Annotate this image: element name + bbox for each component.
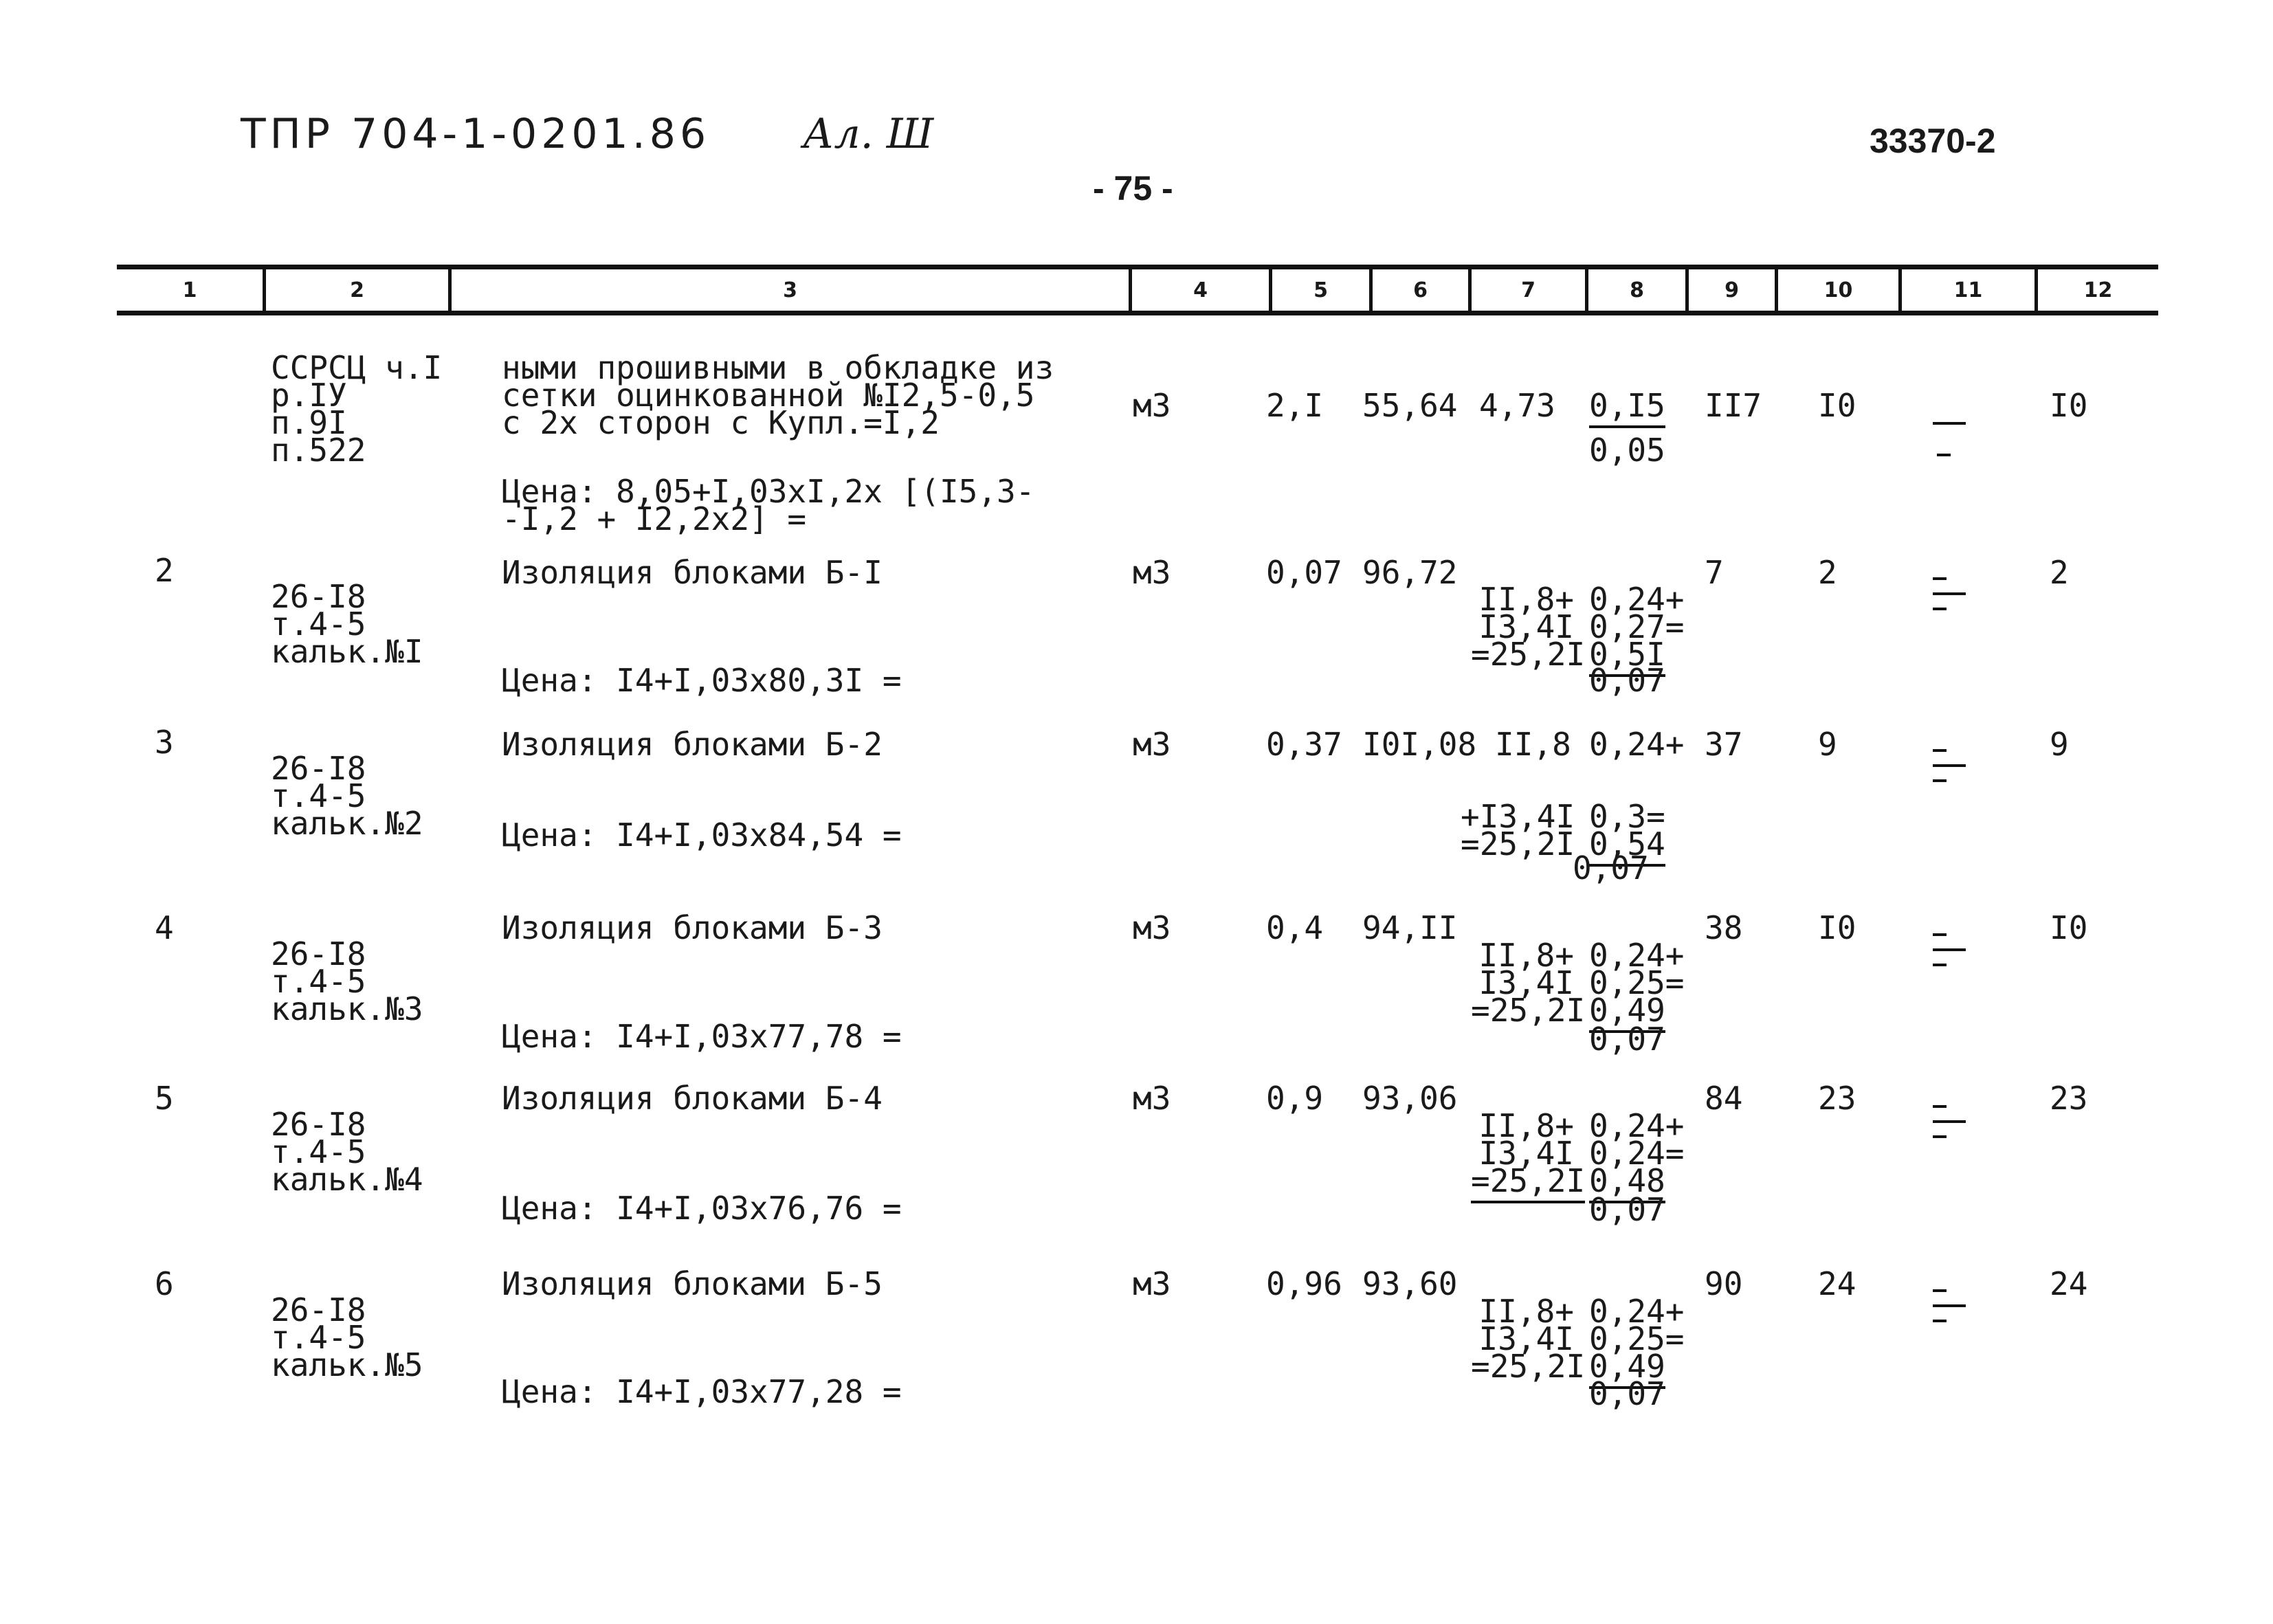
row-1-col10: I0 — [1818, 387, 1856, 424]
row-2-number: 2 — [155, 552, 174, 589]
row-3-col11-dash — [1933, 749, 1947, 752]
row-3-col6: I0I,08 — [1362, 726, 1477, 763]
row-3-col10: 9 — [1818, 726, 1837, 763]
row-4-col11-dash — [1933, 964, 1947, 966]
row-6-number: 6 — [155, 1265, 174, 1302]
row-5-col12: 23 — [2050, 1080, 2088, 1117]
row-2-col11-dash — [1933, 577, 1947, 580]
row-5-col9: 84 — [1705, 1080, 1743, 1117]
row-1-col9: II7 — [1705, 387, 1762, 424]
sheet-label: Ал. Ш — [803, 110, 934, 158]
row-3-col12: 9 — [2050, 726, 2069, 763]
row-2-col8-bottom: 0,07 — [1589, 662, 1665, 699]
row-6-col8: 0,24+ 0,25= 0,49 — [1589, 1270, 1684, 1380]
column-header-11: 11 — [1953, 278, 1983, 302]
row-3-price: Цена: I4+I,03х84,54 = — [502, 816, 902, 854]
row-3-col11-dash — [1933, 779, 1947, 782]
row-1-col12: I0 — [2050, 387, 2088, 424]
row-2-unit: м3 — [1133, 554, 1171, 591]
column-header-8: 8 — [1630, 278, 1644, 302]
row-4-col6: 94,II — [1362, 909, 1458, 946]
column-header-1: 1 — [182, 278, 197, 302]
page-number: - 75 - — [1093, 169, 1173, 208]
column-header-5: 5 — [1313, 278, 1328, 302]
row-2-col11-dash — [1933, 608, 1947, 610]
row-4-col12: I0 — [2050, 909, 2088, 946]
column-header-7: 7 — [1521, 278, 1535, 302]
row-6-col9: 90 — [1705, 1265, 1743, 1302]
column-header-3: 3 — [783, 278, 797, 302]
row-4-number: 4 — [155, 909, 174, 946]
row-5-col8: 0,24+ 0,24= 0,48 — [1589, 1084, 1684, 1194]
row-3-quantity: 0,37 — [1266, 726, 1342, 763]
row-5-price: Цена: I4+I,03х76,76 = — [502, 1190, 902, 1227]
row-1-description: ными прошивными в обкладке из сетки оцинкованной №I2,5-0,5 с 2х сторон с Купл.=I,2 — [502, 349, 1054, 441]
row-6-ref: 26-I8 т.4-5 кальк.№5 — [271, 1291, 423, 1383]
row-6-col11-dash — [1933, 1320, 1947, 1322]
row-6-col11-dash — [1933, 1304, 1966, 1307]
row-4-price: Цена: I4+I,03х77,78 = — [502, 1018, 902, 1055]
row-3-unit: м3 — [1133, 726, 1171, 763]
row-2-col10: 2 — [1818, 554, 1837, 591]
row-1-price: Цена: 8,05+I,03хI,2х [(I5,3- -I,2 + I2,2х2] = — [502, 473, 1035, 537]
row-4-col8-bottom: 0,07 — [1589, 1021, 1665, 1058]
table-top-rule — [117, 265, 2158, 269]
row-3-col7-top: II,8 — [1495, 726, 1571, 763]
row-2-col7: II,8+ I3,4I =25,2I — [1471, 581, 1586, 673]
row-5-col10: 23 — [1818, 1080, 1856, 1117]
row-3-ref: 26-I8 т.4-5 кальк.№2 — [271, 750, 423, 842]
row-6-quantity: 0,96 — [1266, 1265, 1342, 1302]
row-6-price: Цена: I4+I,03х77,28 = — [502, 1373, 902, 1410]
row-5-quantity: 0,9 — [1266, 1080, 1324, 1117]
row-3-number: 3 — [155, 724, 174, 761]
column-header-6: 6 — [1413, 278, 1428, 302]
row-2-quantity: 0,07 — [1266, 554, 1342, 591]
row-5-col11-dash — [1933, 1135, 1947, 1138]
row-5-col11-dash — [1933, 1105, 1947, 1108]
row-5-col6: 93,06 — [1362, 1080, 1458, 1117]
row-2-col12: 2 — [2050, 554, 2069, 591]
row-4-ref: 26-I8 т.4-5 кальк.№3 — [271, 935, 423, 1027]
row-1-col8-top: 0,I5 — [1589, 388, 1665, 423]
row-1-ref: ССРСЦ ч.I р.IУ п.9I п.522 — [271, 349, 443, 469]
row-4-col9: 38 — [1705, 909, 1743, 946]
row-5-col11-dash — [1933, 1120, 1966, 1123]
column-header-2: 2 — [350, 278, 364, 302]
row-2-col9: 7 — [1705, 554, 1724, 591]
row-6-description: Изоляция блоками Б-5 — [502, 1265, 883, 1302]
row-3-col8-bottom: 0,07 — [1573, 849, 1649, 887]
row-1-col11-dash — [1937, 454, 1951, 456]
row-1-col7: 4,73 — [1479, 387, 1555, 424]
row-1-col6: 55,64 — [1362, 387, 1458, 424]
row-1-quantity: 2,I — [1266, 387, 1324, 424]
row-3-col11-dash — [1933, 764, 1966, 767]
row-6-col10: 24 — [1818, 1265, 1856, 1302]
row-3-col8-top: 0,24+ — [1589, 726, 1685, 763]
row-3-col9: 37 — [1705, 726, 1743, 763]
row-6-col11-dash — [1933, 1289, 1947, 1292]
row-4-col8: 0,24+ 0,25= 0,49 — [1589, 914, 1684, 1024]
row-6-col7: II,8+ I3,4I =25,2I — [1471, 1293, 1586, 1385]
row-6-col6: 93,60 — [1362, 1265, 1458, 1302]
row-1-col11-dash — [1933, 422, 1966, 425]
row-3-col7: +I3,4I =25,2I — [1461, 798, 1575, 863]
row-6-col12: 24 — [2050, 1265, 2088, 1302]
row-4-col11-dash — [1933, 933, 1947, 936]
row-2-col6: 96,72 — [1362, 554, 1458, 591]
row-2-ref: 26-I8 т.4-5 кальк.№I — [271, 578, 423, 670]
row-2-col8: 0,24+ 0,27= 0,5I — [1589, 558, 1684, 668]
column-header-10: 10 — [1823, 278, 1853, 302]
row-1-col8-bottom: 0,05 — [1589, 432, 1665, 469]
column-header-12: 12 — [2083, 278, 2113, 302]
row-5-col7: II,8+ I3,4I =25,2I — [1471, 1084, 1574, 1194]
row-4-unit: м3 — [1133, 909, 1171, 946]
row-2-description: Изоляция блоками Б-I — [502, 554, 883, 591]
row-5-number: 5 — [155, 1080, 174, 1117]
row-5-col8-bottom: 0,07 — [1589, 1191, 1665, 1228]
row-6-unit: м3 — [1133, 1265, 1171, 1302]
row-4-col10: I0 — [1818, 909, 1856, 946]
row-3-description: Изоляция блоками Б-2 — [502, 726, 883, 763]
row-1-unit: м3 — [1133, 387, 1171, 424]
row-5-ref: 26-I8 т.4-5 кальк.№4 — [271, 1106, 423, 1198]
row-3-col8: 0,3= 0,54 — [1589, 775, 1665, 858]
column-header-4: 4 — [1193, 278, 1208, 302]
row-4-description: Изоляция блоками Б-3 — [502, 909, 883, 946]
row-6-col8-bottom: 0,07 — [1589, 1375, 1665, 1412]
row-2-price: Цена: I4+I,03х80,3I = — [502, 662, 902, 699]
row-2-col11-dash — [1933, 592, 1966, 595]
table-header-bottom-rule — [117, 311, 2158, 315]
row-4-col11-dash — [1933, 948, 1966, 951]
column-header-9: 9 — [1725, 278, 1739, 302]
document-code: ТПР 704-1-0201.86 — [241, 110, 711, 158]
document-number: 33370-2 — [1870, 122, 1996, 160]
row-5-description: Изоляция блоками Б-4 — [502, 1080, 883, 1117]
row-4-quantity: 0,4 — [1266, 909, 1324, 946]
row-5-unit: м3 — [1133, 1080, 1171, 1117]
row-4-col7: II,8+ I3,4I =25,2I — [1471, 937, 1586, 1029]
